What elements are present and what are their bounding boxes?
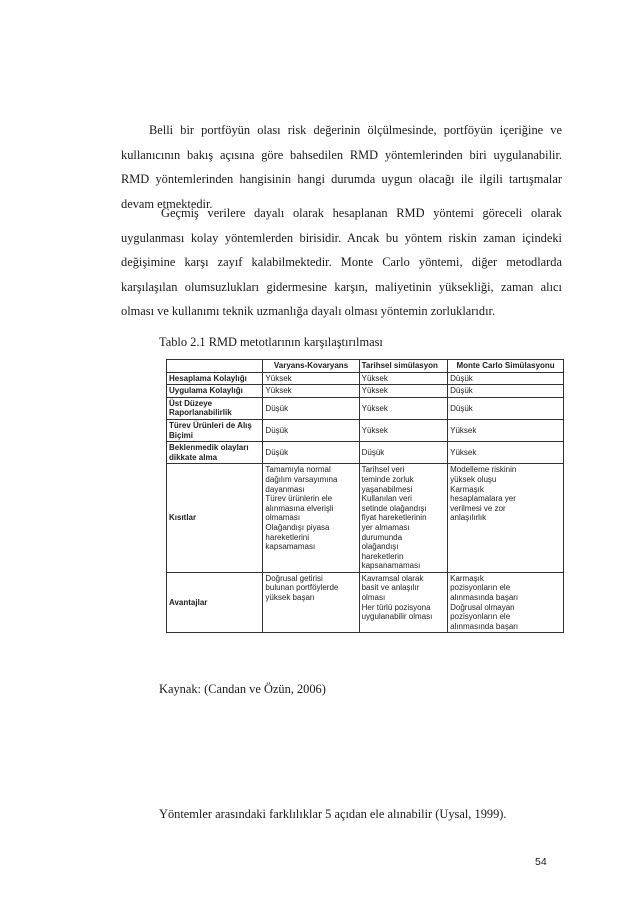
table-cell-line: hareketlerini	[265, 532, 309, 542]
table-cell: Düşük	[263, 419, 359, 441]
table-cell-line: Türev ürünlerin ele	[265, 494, 333, 504]
table-row-label: Hesaplama Kolaylığı	[167, 372, 263, 385]
table-row	[167, 372, 564, 385]
table-cell-line: Karmaşık	[450, 484, 484, 494]
table-cell-line: setinde olağandışı	[361, 503, 427, 513]
table-row	[167, 419, 564, 441]
table-cell	[263, 464, 359, 573]
table-row-label: Türev Ürünleri de Alış Biçimi	[167, 419, 263, 441]
table-cell: Yüksek	[359, 419, 448, 441]
table-cell-line: fiyat hareketlerinin	[361, 513, 427, 523]
table-cell-line: alınmasında başarı	[450, 621, 519, 631]
table-header-varyans: Varyans-Kovaryans	[263, 360, 359, 373]
table-cell	[448, 464, 564, 573]
table-cell: Düşük	[359, 442, 448, 464]
table-cell: Yüksek	[359, 372, 448, 385]
table-cell: Düşük	[448, 385, 564, 398]
table-caption: Tablo 2.1 RMD metotlarının karşılaştırılması	[159, 335, 383, 349]
table-cell: Yüksek	[359, 397, 448, 419]
table-cell: Yüksek	[263, 385, 359, 398]
table-cell: Yüksek	[448, 442, 564, 464]
paragraph-methods	[121, 201, 562, 324]
table-cell-line: uygulanabilir olması	[361, 612, 433, 622]
table-cell: Yüksek	[263, 372, 359, 385]
table-cell-line: Her türlü pozisyona	[361, 602, 431, 612]
table-cell-line: Modelleme riskinin	[450, 465, 517, 475]
text-line: Belli bir portföyün olası risk değerinin ölçülmesinde, portföyün içeriğine ve	[149, 123, 562, 137]
table-cell-line: olması	[361, 593, 386, 603]
text-line: Geçmiş verilere dayalı olarak hesaplanan RMD yöntemi göreceli olarak	[161, 206, 562, 220]
closing-sentence: Yöntemler arasındaki farklılıklar 5 açıdan ele alınabilir (Uysal, 1999).	[159, 807, 507, 821]
table-cell-line: olağandışı	[361, 542, 399, 552]
table-cell	[263, 572, 359, 633]
rmd-comparison-table	[166, 359, 564, 633]
text-line: uygulanması kolay yöntemlerden birisidir. Ancak bu yöntem riskin zaman içindeki	[121, 230, 562, 245]
table-cell-line: alınmasına elverişli	[265, 503, 334, 513]
table-cell: Düşük	[263, 397, 359, 419]
text-line: değişimine karşı zayıf kalabilmektedir. Monte Carlo yöntemi, diğer metodlarda	[121, 255, 562, 270]
table-cell-line: bulunan portföylerde	[265, 583, 339, 593]
text-line: RMD yöntemlerinden hangisinin hangi durumda uygun olacağı ile ilgili tartışmalar	[121, 172, 562, 187]
table-cell: Düşük	[448, 397, 564, 419]
table-cell-line: alınmasında başarı	[450, 593, 519, 603]
table-cell-line: yüksek başarı	[265, 593, 315, 603]
table-cell-line: basit ve anlaşılır	[361, 583, 420, 593]
table-cell: Yüksek	[359, 385, 448, 398]
table-cell	[359, 572, 448, 633]
table-cell: Düşük	[263, 442, 359, 464]
table-row	[167, 385, 564, 398]
table-header-tarihsel: Tarihsel simülasyon	[359, 360, 448, 373]
table-cell: Yüksek	[448, 419, 564, 441]
page-number: 54	[535, 856, 547, 868]
table-cell-line: Tarihsel veri	[361, 465, 405, 475]
table-cell-line: kapsamaması	[265, 542, 316, 552]
table-cell-line: anlaşılırlık	[450, 513, 487, 523]
table-row-label: Beklenmedik olayları dikkate alma	[167, 442, 263, 464]
table-cell-line: yaşanabilmesi	[361, 484, 413, 494]
table-row	[167, 442, 564, 464]
table-cell-line: Karmaşık	[450, 573, 484, 583]
text-line: olması ve kullanımı teknik uzmanlığa dayalı olması yöntemin zorluklarıdır.	[121, 304, 496, 319]
table-cell-line: pozisyonların ele	[450, 583, 511, 593]
table-header-montecarlo: Monte Carlo Simülasyonu	[448, 360, 564, 373]
table-row-label: Avantajlar	[167, 572, 263, 633]
table-cell-line: durumunda	[361, 532, 403, 542]
table-cell-line: Kavramsal olarak	[361, 573, 424, 583]
table-cell-line: verilmesi ve zor	[450, 503, 506, 513]
table-cell-line: Olağandışı piyasa	[265, 522, 330, 532]
table-cell	[448, 572, 564, 633]
table-cell-line: olmaması	[265, 513, 301, 523]
table-row	[167, 397, 564, 419]
table-row-label: Uygulama Kolaylığı	[167, 385, 263, 398]
table-body	[167, 372, 564, 633]
table-cell-line: Tamamıyla normal	[265, 465, 331, 475]
table-header-empty	[167, 360, 263, 373]
table-header-row	[167, 360, 564, 373]
table-cell-line: pozisyonların ele	[450, 612, 511, 622]
text-line: karşılaşılan olumsuzlukları gidermesine karşın, maliyetinin yüksekliği, zaman alıcı	[121, 279, 562, 294]
table-cell-line: dağılım varsayımına	[265, 474, 338, 484]
table-cell-line: Kullanılan veri	[361, 494, 412, 504]
table-cell-line: teminde zorluk	[361, 474, 414, 484]
table-cell-line: kapsanamaması	[361, 561, 421, 571]
table-row-label: Kısıtlar	[167, 464, 263, 573]
table-cell-line: hareketlerin	[361, 551, 404, 561]
table-row	[167, 572, 564, 633]
table-cell: Düşük	[448, 372, 564, 385]
table-cell-line: dayanması	[265, 484, 305, 494]
table-row-label: Üst Düzeye Raporlanabilirlik	[167, 397, 263, 419]
table-source: Kaynak: (Candan ve Özün, 2006)	[159, 682, 326, 696]
table-cell-line: Doğrusal getirisi	[265, 573, 323, 583]
table-cell-line: hesaplamalara yer	[450, 494, 516, 504]
table-cell	[359, 464, 448, 573]
text-line: devam etmektedir.	[121, 196, 213, 211]
table-cell-line: Doğrusal olmayan	[450, 602, 515, 612]
table-cell-line: yer almaması	[361, 522, 410, 532]
table-row	[167, 464, 564, 573]
text-line: kullanıcının bakış açısına göre bahsedilen RMD yöntemlerinden biri uygulanabilir.	[121, 147, 562, 162]
table-cell-line: yüksek oluşu	[450, 474, 497, 484]
